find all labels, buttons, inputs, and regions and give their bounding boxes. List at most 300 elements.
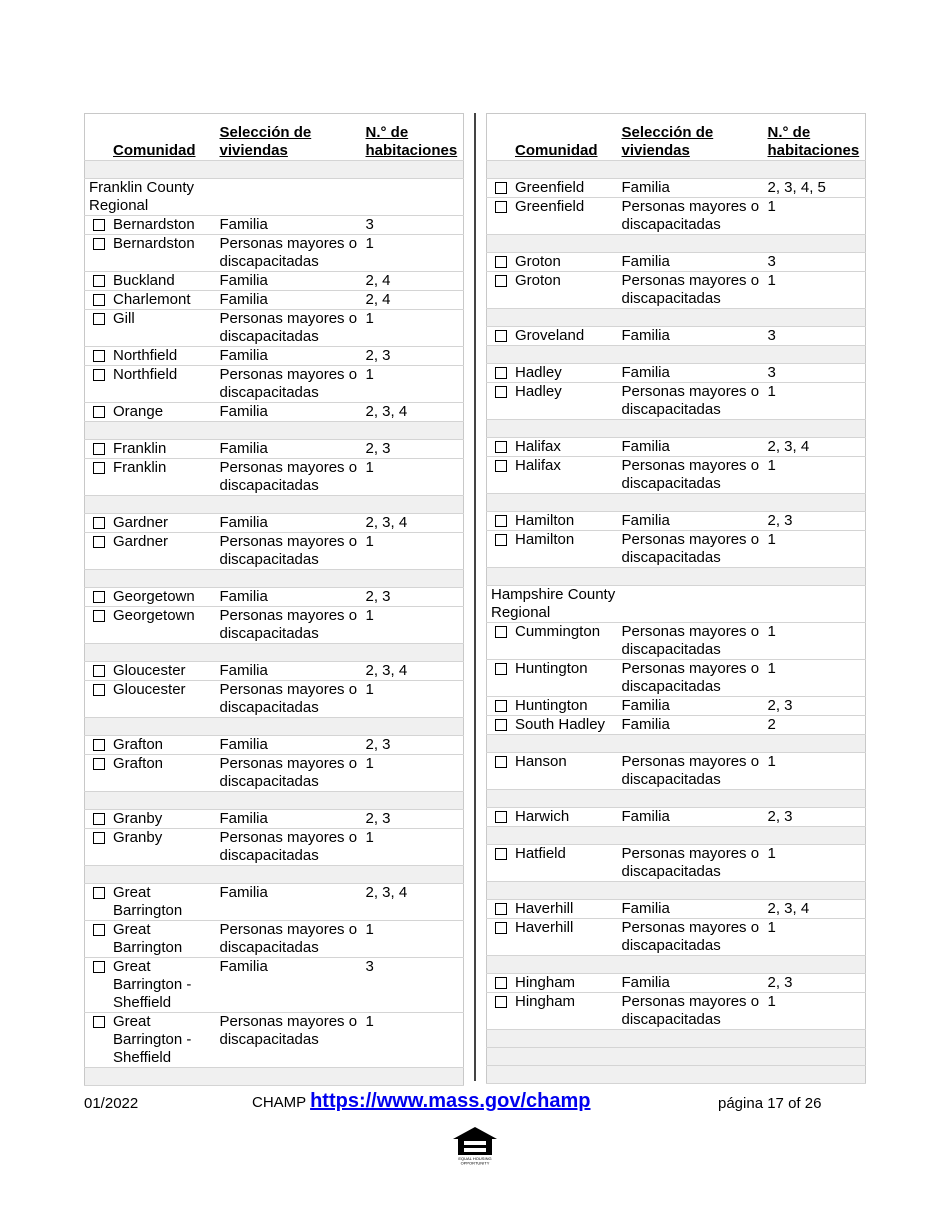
spacer-cell — [487, 420, 866, 438]
header-rooms: N.° de habitaciones — [364, 114, 464, 161]
checkbox[interactable] — [93, 887, 105, 899]
community-name: Buckland — [113, 272, 175, 289]
community-cell — [487, 716, 620, 735]
spacer-cell — [85, 644, 464, 662]
table-spacer-row — [487, 1066, 866, 1084]
community-name: Halifax — [515, 457, 561, 474]
community-cell — [85, 459, 218, 496]
rooms-cell: 3 — [364, 958, 464, 1013]
spacer-cell — [85, 792, 464, 810]
checkbox[interactable] — [93, 665, 105, 677]
community-name: Gardner — [113, 533, 169, 550]
checkbox[interactable] — [93, 350, 105, 362]
community-name: Grafton — [113, 755, 164, 772]
spacer-cell — [487, 1066, 866, 1084]
selection-cell: Familia — [620, 253, 766, 272]
community-name: Cummington — [515, 623, 601, 640]
community-cell — [85, 884, 218, 921]
checkbox[interactable] — [93, 924, 105, 936]
selection-cell: Personas mayores o discapacitadas — [620, 993, 766, 1030]
selection-cell: Personas mayores o discapacitadas — [620, 919, 766, 956]
rooms-cell: 2, 3 — [364, 736, 464, 755]
checkbox[interactable] — [93, 294, 105, 306]
table-row — [85, 514, 464, 533]
rooms-cell: 1 — [766, 198, 866, 235]
community-name: Great Barrington — [113, 921, 183, 956]
rooms-cell: 1 — [364, 607, 464, 644]
table-row — [487, 808, 866, 827]
spacer-cell — [85, 718, 464, 736]
checkbox[interactable] — [93, 517, 105, 529]
community-name: Great Barrington - Sheffield — [113, 958, 192, 1011]
region-label: Hampshire County Regional — [487, 586, 620, 623]
table-spacer-row — [487, 1048, 866, 1066]
rooms-cell: 2, 3, 4 — [766, 900, 866, 919]
community-cell — [487, 531, 620, 568]
checkbox[interactable] — [495, 367, 507, 379]
community-name: Haverhill — [515, 919, 574, 936]
community-name: Hadley — [515, 383, 562, 400]
community-cell — [85, 403, 218, 422]
table-spacer-row — [487, 161, 866, 179]
checkbox[interactable] — [495, 756, 507, 768]
community-cell — [85, 291, 218, 310]
table-row — [85, 440, 464, 459]
housing-table-right — [486, 113, 866, 1084]
checkbox[interactable] — [495, 534, 507, 546]
rooms-cell: 2, 3, 4 — [364, 662, 464, 681]
selection-cell: Personas mayores o discapacitadas — [218, 921, 364, 958]
table-row — [487, 900, 866, 919]
rooms-cell: 2, 3 — [766, 974, 866, 993]
checkbox[interactable] — [495, 201, 507, 213]
checkbox[interactable] — [93, 961, 105, 973]
logo-text-line2: OPPORTUNITY — [460, 1160, 490, 1165]
table-row — [487, 845, 866, 882]
rooms-cell: 1 — [364, 1013, 464, 1068]
header-rooms: N.° de habitaciones — [766, 114, 866, 161]
checkbox[interactable] — [93, 832, 105, 844]
table-spacer-row — [487, 309, 866, 327]
rooms-cell: 1 — [364, 310, 464, 347]
table-row — [487, 623, 866, 660]
spacer-cell — [85, 866, 464, 884]
selection-cell: Personas mayores o discapacitadas — [218, 366, 364, 403]
spacer-cell — [487, 346, 866, 364]
community-name: Granby — [113, 810, 163, 827]
selection-cell: Personas mayores o discapacitadas — [620, 845, 766, 882]
community-cell — [85, 958, 218, 1013]
community-name: Franklin — [113, 459, 167, 476]
selection-cell: Personas mayores o discapacitadas — [218, 459, 364, 496]
table-row — [487, 919, 866, 956]
rooms-cell: 1 — [766, 993, 866, 1030]
table-row — [487, 198, 866, 235]
checkbox[interactable] — [495, 977, 507, 989]
table-spacer-row — [487, 956, 866, 974]
rooms-cell: 1 — [766, 623, 866, 660]
empty-cell — [364, 179, 464, 216]
community-cell — [487, 272, 620, 309]
header-selection: Selección de viviendas — [620, 114, 766, 161]
rooms-cell: 2, 3, 4 — [766, 438, 866, 457]
rooms-cell: 2, 3 — [364, 810, 464, 829]
table-row — [85, 459, 464, 496]
community-name: Hamilton — [515, 512, 575, 529]
table-row — [487, 272, 866, 309]
spacer-cell — [85, 570, 464, 588]
selection-cell: Familia — [620, 364, 766, 383]
community-cell — [487, 364, 620, 383]
checkbox[interactable] — [93, 1016, 105, 1028]
community-name: Gardner — [113, 514, 169, 531]
community-cell — [487, 383, 620, 420]
community-cell — [487, 623, 620, 660]
table-row — [487, 438, 866, 457]
selection-cell: Familia — [218, 440, 364, 459]
selection-cell: Familia — [620, 327, 766, 346]
checkbox[interactable] — [93, 536, 105, 548]
community-cell — [487, 438, 620, 457]
table-row — [85, 216, 464, 235]
rooms-cell: 2 — [766, 716, 866, 735]
table-row — [487, 716, 866, 735]
selection-cell: Familia — [218, 588, 364, 607]
checkbox[interactable] — [495, 515, 507, 527]
checkbox[interactable] — [495, 441, 507, 453]
community-cell — [487, 253, 620, 272]
table-row — [85, 310, 464, 347]
empty-cell — [766, 586, 866, 623]
empty-cell — [620, 586, 766, 623]
community-name: Hatfield — [515, 845, 566, 862]
selection-cell: Familia — [620, 697, 766, 716]
selection-cell: Familia — [620, 974, 766, 993]
checkbox[interactable] — [495, 719, 507, 731]
rooms-cell: 1 — [766, 272, 866, 309]
rooms-cell: 1 — [364, 829, 464, 866]
selection-cell: Personas mayores o discapacitadas — [218, 607, 364, 644]
table-spacer-row — [85, 792, 464, 810]
rooms-cell: 1 — [766, 753, 866, 790]
community-name: Gloucester — [113, 681, 186, 698]
rooms-cell: 1 — [766, 919, 866, 956]
spacer-cell — [487, 235, 866, 253]
community-cell — [85, 272, 218, 291]
community-cell — [487, 753, 620, 790]
checkbox[interactable] — [93, 238, 105, 250]
selection-cell: Personas mayores o discapacitadas — [218, 1013, 364, 1068]
checkbox[interactable] — [93, 813, 105, 825]
spacer-cell — [487, 735, 866, 753]
rooms-cell: 1 — [364, 459, 464, 496]
checkbox[interactable] — [93, 610, 105, 622]
selection-cell: Personas mayores o discapacitadas — [218, 533, 364, 570]
community-cell — [85, 216, 218, 235]
table-spacer-row — [487, 790, 866, 808]
table-region-row — [85, 179, 464, 216]
table-row — [85, 884, 464, 921]
checkbox[interactable] — [495, 922, 507, 934]
table-row — [487, 531, 866, 568]
table-row — [85, 755, 464, 792]
table-spacer-row — [487, 827, 866, 845]
selection-cell: Familia — [218, 810, 364, 829]
selection-cell: Familia — [218, 514, 364, 533]
community-name: Franklin — [113, 440, 167, 457]
table-row — [487, 974, 866, 993]
rooms-cell: 2, 4 — [364, 291, 464, 310]
table-spacer-row — [85, 422, 464, 440]
selection-cell: Personas mayores o discapacitadas — [218, 310, 364, 347]
checkbox[interactable] — [495, 275, 507, 287]
community-name: Harwich — [515, 808, 570, 825]
selection-cell: Personas mayores o discapacitadas — [620, 660, 766, 697]
spacer-cell — [487, 1048, 866, 1066]
table-row — [85, 829, 464, 866]
community-name: Bernardston — [113, 235, 195, 252]
logo-text-line1: EQUAL HOUSING — [458, 1156, 492, 1161]
checkbox[interactable] — [93, 369, 105, 381]
community-cell — [85, 440, 218, 459]
selection-cell: Familia — [218, 272, 364, 291]
checkbox[interactable] — [93, 443, 105, 455]
header-community: Comunidad — [487, 114, 620, 161]
community-name: Grafton — [113, 736, 164, 753]
checkbox[interactable] — [495, 256, 507, 268]
table-spacer-row — [85, 1068, 464, 1086]
selection-cell: Personas mayores o discapacitadas — [620, 383, 766, 420]
rooms-cell: 2, 3 — [364, 347, 464, 366]
selection-cell: Familia — [218, 291, 364, 310]
community-name: Bernardston — [113, 216, 195, 233]
region-label: Franklin County Regional — [85, 179, 218, 216]
community-name: Hingham — [515, 993, 576, 1010]
rooms-cell: 1 — [766, 383, 866, 420]
community-name: Groton — [515, 272, 561, 289]
table-spacer-row — [487, 568, 866, 586]
header-community: Comunidad — [85, 114, 218, 161]
community-cell — [487, 697, 620, 716]
spacer-cell — [85, 161, 464, 179]
table-row — [85, 662, 464, 681]
community-cell — [85, 588, 218, 607]
community-name: Huntington — [515, 660, 588, 677]
table-spacer-row — [487, 235, 866, 253]
rooms-cell: 2, 3, 4 — [364, 403, 464, 422]
community-cell — [487, 993, 620, 1030]
community-cell — [85, 736, 218, 755]
community-cell — [487, 974, 620, 993]
table-spacer-row — [85, 161, 464, 179]
community-name: Groveland — [515, 327, 585, 344]
community-name: Huntington — [515, 697, 588, 714]
selection-cell: Familia — [218, 403, 364, 422]
community-name: Gloucester — [113, 662, 186, 679]
spacer-cell — [487, 956, 866, 974]
spacer-cell — [487, 790, 866, 808]
selection-cell: Familia — [620, 716, 766, 735]
community-cell — [487, 179, 620, 198]
community-cell — [85, 607, 218, 644]
table-spacer-row — [487, 346, 866, 364]
community-cell — [487, 198, 620, 235]
community-name: South Hadley — [515, 716, 606, 733]
spacer-cell — [487, 309, 866, 327]
checkbox[interactable] — [93, 406, 105, 418]
rooms-cell: 2, 3 — [766, 808, 866, 827]
table-row — [85, 366, 464, 403]
selection-cell: Personas mayores o discapacitadas — [218, 681, 364, 718]
rooms-cell: 1 — [364, 681, 464, 718]
table-spacer-row — [487, 882, 866, 900]
checkbox[interactable] — [495, 700, 507, 712]
selection-cell: Familia — [620, 438, 766, 457]
champ-link[interactable]: https://www.mass.gov/champ — [310, 1090, 591, 1112]
table-spacer-row — [487, 1030, 866, 1048]
empty-cell — [218, 179, 364, 216]
table-row — [85, 921, 464, 958]
community-cell — [487, 845, 620, 882]
footer-date: 01/2022 — [84, 1095, 139, 1112]
community-cell — [487, 808, 620, 827]
community-cell — [487, 512, 620, 531]
table-row — [85, 533, 464, 570]
rooms-cell: 1 — [364, 921, 464, 958]
community-cell — [85, 366, 218, 403]
selection-cell: Familia — [218, 884, 364, 921]
rooms-cell: 2, 3 — [766, 697, 866, 716]
rooms-cell: 1 — [364, 533, 464, 570]
table-row — [85, 272, 464, 291]
community-name: Georgetown — [113, 588, 195, 605]
checkbox[interactable] — [93, 739, 105, 751]
checkbox[interactable] — [93, 591, 105, 603]
community-name: Great Barrington - Sheffield — [113, 1013, 192, 1066]
selection-cell: Personas mayores o discapacitadas — [620, 457, 766, 494]
community-cell — [85, 310, 218, 347]
checkbox[interactable] — [495, 811, 507, 823]
table-row — [85, 588, 464, 607]
selection-cell: Personas mayores o discapacitadas — [620, 753, 766, 790]
selection-cell: Familia — [620, 179, 766, 198]
table-row — [85, 736, 464, 755]
rooms-cell: 3 — [766, 253, 866, 272]
table-row — [85, 958, 464, 1013]
selection-cell: Personas mayores o discapacitadas — [620, 272, 766, 309]
checkbox[interactable] — [93, 275, 105, 287]
community-name: Granby — [113, 829, 163, 846]
checkbox[interactable] — [495, 996, 507, 1008]
checkbox[interactable] — [495, 386, 507, 398]
table-spacer-row — [85, 866, 464, 884]
spacer-cell — [487, 494, 866, 512]
rooms-cell: 3 — [766, 327, 866, 346]
column-divider — [474, 113, 476, 1081]
checkbox[interactable] — [93, 758, 105, 770]
community-cell — [85, 755, 218, 792]
community-cell — [487, 327, 620, 346]
community-name: Groton — [515, 253, 561, 270]
spacer-cell — [85, 422, 464, 440]
community-name: Haverhill — [515, 900, 574, 917]
community-cell — [487, 919, 620, 956]
community-name: Charlemont — [113, 291, 191, 308]
community-cell — [85, 662, 218, 681]
table-spacer-row — [85, 496, 464, 514]
checkbox[interactable] — [93, 219, 105, 231]
community-cell — [85, 829, 218, 866]
spacer-cell — [487, 161, 866, 179]
community-cell — [85, 1013, 218, 1068]
community-cell — [85, 921, 218, 958]
table-row — [85, 291, 464, 310]
rooms-cell: 2, 3, 4, 5 — [766, 179, 866, 198]
table-row — [85, 1013, 464, 1068]
checkbox[interactable] — [93, 462, 105, 474]
rooms-cell: 2, 4 — [364, 272, 464, 291]
checkbox[interactable] — [495, 663, 507, 675]
selection-cell: Familia — [620, 808, 766, 827]
rooms-cell: 1 — [364, 235, 464, 272]
community-cell — [85, 810, 218, 829]
table-row — [85, 607, 464, 644]
community-cell — [85, 681, 218, 718]
selection-cell: Familia — [218, 958, 364, 1013]
community-name: Hadley — [515, 364, 562, 381]
spacer-cell — [487, 1030, 866, 1048]
rooms-cell: 3 — [766, 364, 866, 383]
checkbox[interactable] — [495, 182, 507, 194]
spacer-cell — [85, 1068, 464, 1086]
checkbox[interactable] — [495, 330, 507, 342]
table-spacer-row — [85, 718, 464, 736]
checkbox[interactable] — [495, 848, 507, 860]
checkbox[interactable] — [495, 626, 507, 638]
community-cell — [85, 347, 218, 366]
selection-cell: Personas mayores o discapacitadas — [620, 198, 766, 235]
spacer-cell — [85, 496, 464, 514]
table-row — [85, 235, 464, 272]
table-row — [487, 364, 866, 383]
table-spacer-row — [85, 570, 464, 588]
rooms-cell: 1 — [766, 660, 866, 697]
community-name: Greenfield — [515, 179, 585, 196]
checkbox[interactable] — [495, 903, 507, 915]
selection-cell: Familia — [218, 662, 364, 681]
community-name: Great Barrington — [113, 884, 183, 919]
table-spacer-row — [487, 494, 866, 512]
table-row — [487, 383, 866, 420]
table-spacer-row — [487, 735, 866, 753]
checkbox[interactable] — [93, 313, 105, 325]
community-name: Gill — [113, 310, 135, 327]
rooms-cell: 2, 3 — [766, 512, 866, 531]
community-name: Greenfield — [515, 198, 585, 215]
table-row — [487, 697, 866, 716]
table-row — [85, 403, 464, 422]
selection-cell: Personas mayores o discapacitadas — [620, 623, 766, 660]
community-name: Halifax — [515, 438, 561, 455]
rooms-cell: 1 — [364, 755, 464, 792]
table-row — [85, 681, 464, 718]
checkbox[interactable] — [495, 460, 507, 472]
table-row — [487, 512, 866, 531]
selection-cell: Familia — [620, 900, 766, 919]
header-selection: Selección de viviendas — [218, 114, 364, 161]
checkbox[interactable] — [93, 684, 105, 696]
table-region-row — [487, 586, 866, 623]
